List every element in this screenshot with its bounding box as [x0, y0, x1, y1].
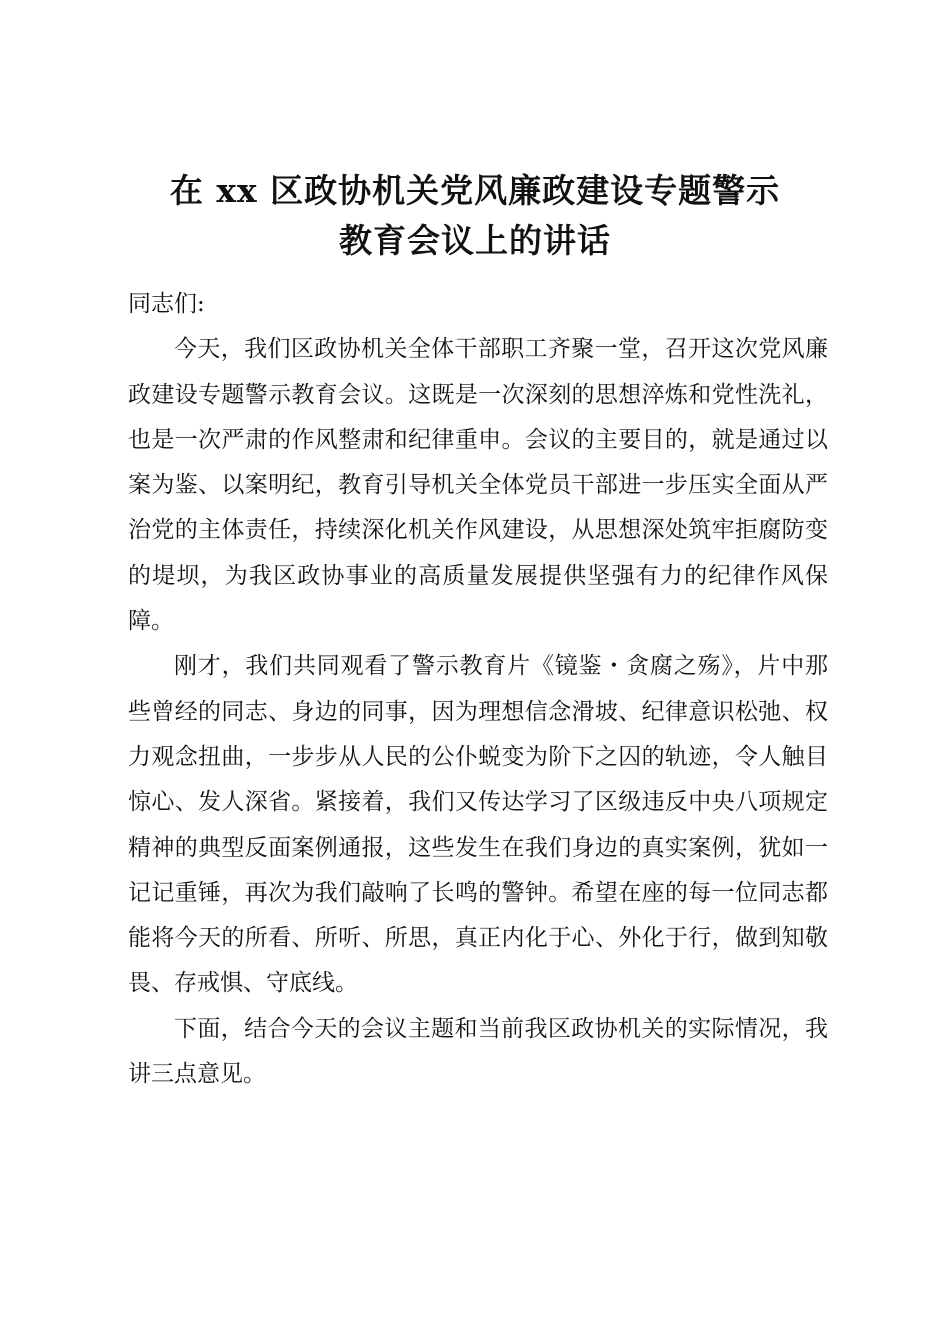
title-line-1: 在 xx 区政协机关党风廉政建设专题警示 [169, 171, 781, 210]
paragraph-2: 刚才，我们共同观看了警示教育片《镜鉴・贪腐之殇》，片中那些曾经的同志、身边的同事，因为理想信念滑坡、纪律意识松弛、权力观念扭曲，一步步从人民的公仆蜕变为阶下之囚的轨迹，令人触目惊心、发人深省。紧接着，我们又传达学习了区级违反中央八项规定精神的典型反面案例通报，这些发生在我们身边的真实案例，犹如一记记重锤，再次为我们敲响了长鸣的警钟。希望在座的每一位同志都能将今天的所看、所听、所思，真正内化于心、外化于行，做到知敬畏、存戒惧、守底线。 [128, 653, 828, 997]
title-line-2: 教育会议上的讲话 [339, 221, 611, 260]
salutation: 同志们: [128, 291, 205, 317]
paragraph-3: 下面，结合今天的会议主题和当前我区政协机关的实际情况，我讲三点意见。 [128, 1015, 828, 1088]
document-title [0, 166, 950, 266]
paragraph-1: 今天，我们区政协机关全体干部职工齐聚一堂，召开这次党风廉政建设专题警示教育会议。这既是一次深刻的思想淬炼和党性洗礼，也是一次严肃的作风整肃和纪律重申。会议的主要目的，就是通过以案为鉴、以案明纪，教育引导机关全体党员干部进一步压实全面从严治党的主体责任，持续深化机关作风建设，从思想深处筑牢拒腐防变的堤坝，为我区政协事业的高质量发展提供坚强有力的纪律作风保障。 [128, 336, 828, 635]
document-body [128, 282, 828, 1097]
